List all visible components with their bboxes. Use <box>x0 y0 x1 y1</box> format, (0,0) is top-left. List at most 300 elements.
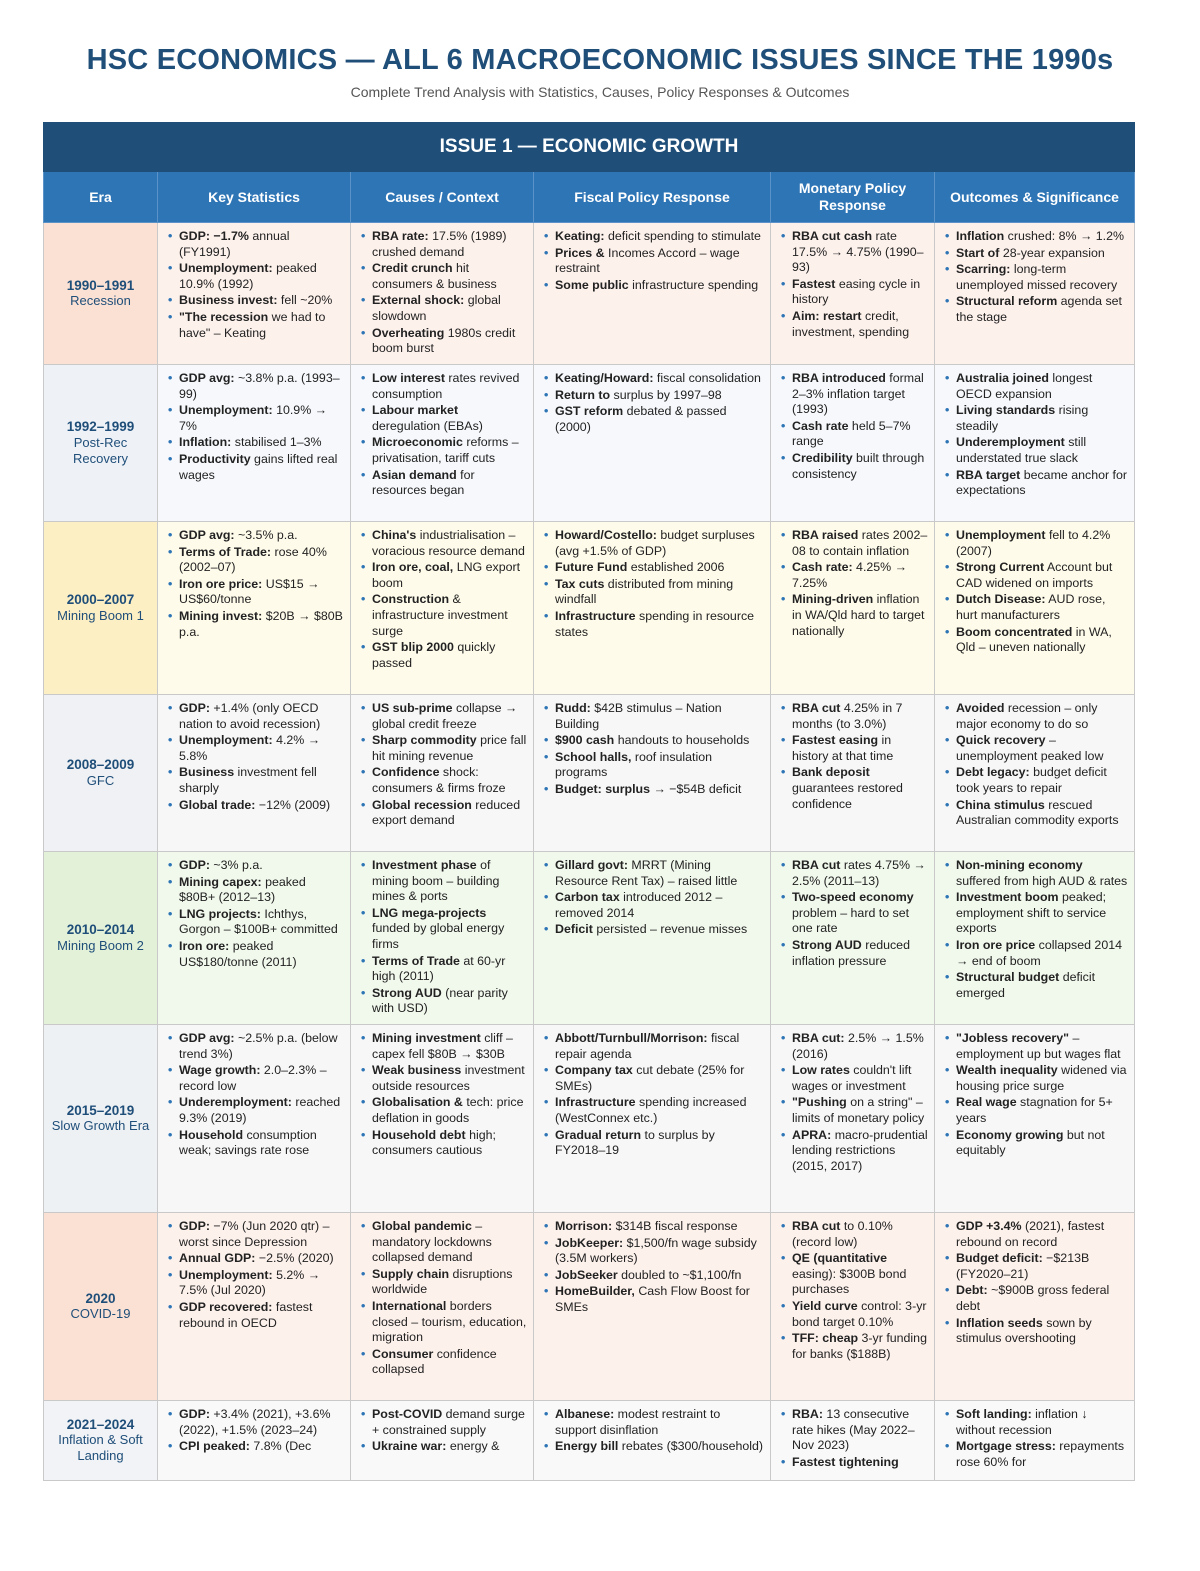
list-item <box>781 277 928 308</box>
item-text: to surplus by FY2018–19 <box>555 1127 715 1158</box>
list-item <box>781 701 928 732</box>
era-years: 2020 <box>85 1290 116 1306</box>
list-item <box>361 528 527 559</box>
item-label: Abbott/Turnbull/Morrison: <box>555 1031 708 1045</box>
item-text: Incomes Accord – wage restraint <box>555 245 740 276</box>
causes-cell <box>351 522 534 695</box>
list-item <box>781 938 928 969</box>
item-text: fiscal repair agenda <box>555 1031 740 1061</box>
item-text: global slowdown <box>372 293 501 323</box>
item-text: rose 40% (2002–07) <box>179 544 327 575</box>
item-label: "Jobless recovery" <box>956 1031 1070 1045</box>
list-item <box>945 1219 1128 1250</box>
list-item <box>945 1031 1128 1062</box>
item-label: Energy bill <box>555 1439 619 1454</box>
causes-list <box>361 528 527 671</box>
fiscal-policy-cell <box>534 1025 771 1213</box>
list-item <box>781 1095 928 1126</box>
list-item <box>168 1128 344 1159</box>
page-subtitle: Complete Trend Analysis with Statistics, Causes, Policy Responses & Outcomes <box>350 84 850 100</box>
item-label: Overheating <box>372 325 445 340</box>
list-item <box>361 1299 527 1346</box>
item-label: Fastest tightening <box>792 1454 899 1469</box>
item-label: GST reform <box>555 404 624 419</box>
key-statistics-list <box>168 1031 344 1159</box>
item-label: School halls, <box>555 749 632 764</box>
item-label: Structural reform <box>956 294 1058 309</box>
era-cell <box>44 223 158 365</box>
item-label: Post-COVID <box>372 1407 443 1421</box>
item-label: Scarring: <box>956 262 1011 277</box>
list-item <box>945 890 1128 937</box>
list-item <box>361 733 527 764</box>
item-label: China stimulus <box>956 797 1045 812</box>
key-statistics-cell <box>158 522 351 695</box>
era-years: 2008–2009 <box>66 757 135 773</box>
item-text: $314B fiscal response <box>612 1219 738 1233</box>
item-text: surplus by 1997–98 <box>610 387 722 402</box>
item-text: peaked; employment shift to service exports <box>956 890 1107 936</box>
item-text: rates 2002–08 to contain inflation <box>792 528 928 558</box>
list-item <box>544 733 764 749</box>
item-label: Infrastructure <box>555 608 636 623</box>
fiscal-policy-list <box>544 528 764 640</box>
list-item <box>361 640 527 671</box>
item-text: – employment up but wages flat <box>956 1031 1121 1061</box>
item-text: Ichthys, Gorgon – $100B+ committed <box>179 906 338 937</box>
monetary-policy-list <box>781 371 928 482</box>
list-item <box>361 592 527 639</box>
item-label: Unemployment: <box>179 1267 273 1282</box>
list-item <box>544 560 764 576</box>
item-label: Iron ore price: <box>179 576 263 591</box>
issue-title: ISSUE 1 — ECONOMIC GROWTH <box>44 123 1135 172</box>
list-item <box>781 419 928 450</box>
list-item <box>361 468 527 499</box>
item-text: 28-year expansion <box>999 245 1105 260</box>
item-label: Mining capex: <box>179 874 262 889</box>
list-item <box>168 939 344 970</box>
item-text: fell to 4.2% (2007) <box>956 528 1111 558</box>
list-item <box>781 1251 928 1298</box>
item-text: gains lifted real wages <box>179 451 338 482</box>
outcomes-list <box>945 229 1128 326</box>
item-text: reached 9.3% (2019) <box>179 1095 341 1125</box>
item-text: – mandatory lockdowns collapsed demand <box>372 1219 492 1265</box>
item-text: budget surpluses (avg +1.5% of GDP) <box>555 528 755 558</box>
list-item <box>361 1031 527 1062</box>
list-item <box>168 545 344 576</box>
table-row <box>44 1213 1135 1401</box>
item-label: GDP +3.4% <box>956 1219 1022 1233</box>
key-statistics-list <box>168 371 344 483</box>
outcomes-list <box>945 701 1128 829</box>
item-label: Cash rate: <box>792 560 853 575</box>
list-item <box>168 310 344 341</box>
table-row <box>44 223 1135 365</box>
item-text: we had to have" – Keating <box>179 309 326 340</box>
list-item <box>361 906 527 953</box>
item-label: RBA cut <box>792 858 841 872</box>
list-item <box>945 435 1128 466</box>
item-text: AUD rose, hurt manufacturers <box>956 592 1106 622</box>
era-cell <box>44 1401 158 1481</box>
causes-list <box>361 1219 527 1378</box>
item-text: MRRT (Mining Resource Rent Tax) – raised little <box>555 858 738 888</box>
item-label: Supply chain <box>372 1266 450 1281</box>
list-item <box>544 371 764 387</box>
item-label: Household <box>179 1127 244 1142</box>
item-label: Debt: <box>956 1283 988 1298</box>
list-item <box>544 1439 764 1455</box>
item-label: Confidence <box>372 765 440 780</box>
item-text: – unemployment peaked low <box>956 733 1104 763</box>
era-cell <box>44 695 158 852</box>
outcomes-cell <box>935 522 1135 695</box>
list-item <box>945 1283 1128 1314</box>
causes-list <box>361 371 527 499</box>
table-row <box>44 522 1135 695</box>
causes-cell <box>351 223 534 365</box>
list-item <box>781 1063 928 1094</box>
item-text: tech: price deflation in goods <box>372 1095 524 1125</box>
item-label: External shock: <box>372 293 465 308</box>
list-item <box>544 1031 764 1062</box>
item-label: $900 cash <box>555 733 615 748</box>
list-item <box>168 528 344 544</box>
item-label: Globalisation & <box>372 1095 463 1110</box>
item-label: Credibility <box>792 450 853 465</box>
item-text: annual (FY1991) <box>179 229 290 259</box>
list-item <box>168 1251 344 1267</box>
item-text: 1980s credit boom burst <box>372 325 516 356</box>
table-body <box>44 223 1135 1481</box>
item-label: Gillard govt: <box>555 858 628 872</box>
item-text: budget deficit took years to repair <box>956 765 1107 795</box>
list-item <box>361 1407 527 1438</box>
item-text: 4.25% in 7 months (to 3.0%) <box>792 701 903 731</box>
monetary-policy-list <box>781 1407 928 1470</box>
item-label: Underemployment <box>956 435 1065 450</box>
item-text: ~3.8% p.a. (1993–99) <box>179 371 340 401</box>
item-label: Iron ore price <box>956 937 1036 952</box>
item-label: Inflation seeds <box>956 1315 1043 1330</box>
item-text: easing): $300B bond purchases <box>792 1266 907 1297</box>
list-item <box>781 765 928 812</box>
monetary-policy-list <box>781 1219 928 1362</box>
item-label: QE (quantitative <box>792 1251 888 1266</box>
key-statistics-cell <box>158 1025 351 1213</box>
list-item <box>781 592 928 639</box>
item-text: hit consumers & business <box>372 261 497 291</box>
list-item <box>168 701 344 732</box>
causes-list <box>361 858 527 1017</box>
list-item <box>544 1407 764 1438</box>
list-item <box>544 750 764 781</box>
list-item <box>361 293 527 324</box>
fiscal-policy-list <box>544 371 764 435</box>
monetary-policy-cell <box>771 1025 935 1213</box>
item-text: (near parity with USD) <box>372 985 508 1016</box>
item-label: Bank deposit <box>792 765 870 780</box>
item-text: peaked $80B+ (2012–13) <box>179 874 306 905</box>
item-label: Asian demand <box>372 467 457 482</box>
item-label: APRA: <box>792 1127 832 1142</box>
list-item <box>361 1347 527 1378</box>
list-item <box>945 733 1128 764</box>
list-item <box>945 1439 1128 1470</box>
causes-list <box>361 701 527 829</box>
key-statistics-cell <box>158 1213 351 1401</box>
list-item <box>361 371 527 402</box>
item-text: disruptions worldwide <box>372 1266 513 1297</box>
monetary-policy-list <box>781 858 928 969</box>
item-label: Rudd: <box>555 701 591 715</box>
item-label: Infrastructure <box>555 1095 636 1110</box>
list-item <box>945 468 1128 499</box>
item-label: Wage growth: <box>179 1063 261 1078</box>
item-label: "The recession <box>179 309 269 324</box>
monetary-policy-cell <box>771 695 935 852</box>
item-label: RBA cut cash <box>792 229 873 243</box>
list-item <box>168 798 344 814</box>
list-item <box>168 875 344 906</box>
item-label: JobKeeper: <box>555 1235 624 1250</box>
list-item <box>781 451 928 482</box>
item-label: GDP: −1.7% <box>179 229 249 243</box>
fiscal-policy-cell <box>534 365 771 522</box>
item-text: peaked US$180/tonne (2011) <box>179 938 297 969</box>
era-label: GFC <box>86 772 115 788</box>
item-text: collapsed 2014 → end of boom <box>956 937 1122 968</box>
item-text: widened via housing price surge <box>956 1063 1127 1093</box>
key-statistics-list <box>168 1219 344 1331</box>
item-text: rate 17.5% → 4.75% (1990–93) <box>792 229 924 275</box>
key-statistics-list <box>168 858 344 970</box>
item-label: Microeconomic <box>372 435 463 450</box>
list-item <box>945 403 1128 434</box>
item-label: Two-speed economy <box>792 890 914 905</box>
fiscal-policy-list <box>544 1407 764 1455</box>
list-item <box>781 1128 928 1175</box>
item-text: −2.5% (2020) <box>255 1251 334 1266</box>
list-item <box>945 858 1128 889</box>
era-label: Mining Boom 2 <box>57 937 144 953</box>
item-label: Unemployment: <box>179 403 273 418</box>
item-text: industrialisation – voracious resource demand <box>372 528 525 558</box>
item-label: Debt legacy: <box>956 765 1030 780</box>
list-item <box>544 782 764 798</box>
item-text: inflation ↓ without recession <box>956 1407 1088 1437</box>
item-label: Fastest easing <box>792 733 879 748</box>
item-label: Mining-driven <box>792 592 874 607</box>
item-label: Keating: <box>555 229 605 243</box>
item-text: built through consistency <box>792 450 925 481</box>
item-text: roof insulation programs <box>555 749 713 780</box>
list-item <box>781 858 928 889</box>
item-label: Strong AUD <box>372 985 442 1000</box>
list-item <box>781 1031 928 1062</box>
item-text: ~$900B gross federal debt <box>956 1283 1110 1313</box>
item-label: Global pandemic <box>372 1219 472 1233</box>
list-item <box>361 229 527 260</box>
list-item <box>168 609 344 640</box>
item-label: International <box>372 1298 447 1313</box>
list-item <box>168 577 344 608</box>
causes-list <box>361 229 527 357</box>
list-item <box>781 309 928 340</box>
list-item <box>544 1236 764 1267</box>
era-label: Inflation & Soft Landing <box>58 1432 143 1464</box>
outcomes-cell <box>935 695 1135 852</box>
outcomes-cell <box>935 852 1135 1025</box>
fiscal-policy-cell <box>534 1213 771 1401</box>
item-text: (2021), fastest rebound on record <box>956 1219 1105 1249</box>
item-text: quickly passed <box>372 640 496 670</box>
list-item <box>544 609 764 640</box>
item-text: easing cycle in history <box>792 276 921 307</box>
item-label: Household debt <box>372 1127 466 1142</box>
item-label: Dutch Disease: <box>956 592 1046 607</box>
item-text: spending in resource states <box>555 608 755 639</box>
item-label: Albanese: <box>555 1407 615 1421</box>
item-text: 5.2% → 7.5% (Jul 2020) <box>179 1267 321 1298</box>
list-item <box>781 890 928 937</box>
fiscal-policy-list <box>544 701 764 798</box>
fiscal-policy-list <box>544 229 764 293</box>
list-item <box>945 371 1128 402</box>
column-header-era: Era <box>44 172 158 223</box>
list-item <box>945 1316 1128 1347</box>
item-text: fiscal consolidation <box>653 371 761 385</box>
item-label: Yield curve <box>792 1298 858 1313</box>
list-item <box>168 229 344 260</box>
item-label: Soft landing: <box>956 1407 1032 1421</box>
list-item <box>945 528 1128 559</box>
item-text: infrastructure spending <box>628 277 759 292</box>
outcomes-cell <box>935 365 1135 522</box>
item-text: deregulation (EBAs) <box>372 418 483 433</box>
item-label: RBA cut: <box>792 1031 845 1045</box>
item-label: GDP avg: <box>179 371 235 385</box>
era-cell <box>44 365 158 522</box>
item-text: macro-prudential lending restrictions (2015, 2017) <box>792 1127 928 1173</box>
list-item <box>945 294 1128 325</box>
outcomes-list <box>945 528 1128 656</box>
item-text: couldn't lift wages or investment <box>792 1063 912 1093</box>
era-label: Recession <box>70 293 131 309</box>
item-text: handouts to households <box>614 733 750 748</box>
item-text: & infrastructure investment surge <box>372 592 508 638</box>
item-text: fastest rebound in OECD <box>179 1299 313 1330</box>
list-item <box>781 229 928 276</box>
item-text: still understated true slack <box>956 435 1087 465</box>
item-label: Ukraine war: <box>372 1439 447 1454</box>
item-text: of mining boom – building mines & ports <box>372 858 500 904</box>
list-item <box>945 1095 1128 1126</box>
item-text: ~3% p.a. <box>209 858 263 872</box>
item-label: Inflation <box>956 229 1005 243</box>
item-text: 2.5% → 1.5% (2016) <box>792 1031 924 1061</box>
list-item <box>781 1455 928 1471</box>
item-label: Fastest <box>792 276 836 291</box>
item-text: LNG export boom <box>372 560 521 590</box>
list-item <box>361 435 527 466</box>
item-text: problem – hard to set one rate <box>792 905 910 936</box>
key-statistics-cell <box>158 1401 351 1481</box>
item-label: Iron ore: <box>179 938 230 953</box>
causes-cell <box>351 852 534 1025</box>
page-title: HSC ECONOMICS — ALL 6 MACROECONOMIC ISSUES SINCE THE 1990s <box>86 44 1114 76</box>
item-label: Business <box>179 765 235 780</box>
item-label: GDP avg: <box>179 1031 235 1045</box>
item-label: RBA cut <box>792 701 841 715</box>
monetary-policy-list <box>781 701 928 812</box>
item-label: Unemployment: <box>179 261 273 276</box>
item-text: crushed: 8% → 1.2% <box>1004 229 1125 243</box>
item-text: to 0.10% (record low) <box>792 1219 893 1249</box>
item-label: Economy growing <box>956 1127 1064 1142</box>
list-item <box>781 371 928 418</box>
item-label: GDP: <box>179 1219 210 1233</box>
item-label: Weak business <box>372 1063 462 1078</box>
item-text: debated & passed (2000) <box>555 404 727 434</box>
item-text: ~3.5% p.a. <box>234 528 298 542</box>
list-item <box>168 261 344 292</box>
monetary-policy-cell <box>771 1401 935 1481</box>
key-statistics-cell <box>158 852 351 1025</box>
item-text: 10.9% → 7% <box>179 403 328 433</box>
column-header-monetary-policy: Monetary Policy Response <box>771 172 935 223</box>
item-label: Return to <box>555 387 611 402</box>
item-text: US$15 → US$60/tonne <box>179 576 320 607</box>
item-label: TFF: cheap <box>792 1331 859 1346</box>
item-text: 7.8% (Dec <box>249 1439 312 1454</box>
era-label: Slow Growth Era <box>51 1118 150 1134</box>
item-text: suffered from high AUD & rates <box>956 873 1128 888</box>
item-text: fell ~20% <box>277 293 333 308</box>
column-header-outcomes: Outcomes & Significance <box>935 172 1135 223</box>
item-text: introduced 2012 – removed 2014 <box>555 890 723 920</box>
list-item <box>781 1299 928 1330</box>
era-label: Post-Rec Recovery <box>73 434 128 466</box>
item-label: Global recession <box>372 797 472 812</box>
item-label: Labour market <box>372 403 459 418</box>
item-label: China's <box>372 528 417 542</box>
list-item <box>168 1031 344 1062</box>
item-label: Productivity <box>179 451 251 466</box>
list-item <box>361 765 527 796</box>
item-text: agenda set the stage <box>956 294 1122 324</box>
item-label: GDP: <box>179 1407 210 1421</box>
item-text: rates revived consumption <box>372 371 520 401</box>
item-text: price fall hit mining revenue <box>372 733 527 763</box>
era-years: 1990–1991 <box>66 277 135 293</box>
list-item <box>544 278 764 294</box>
item-label: Future Fund <box>555 560 628 575</box>
item-text: inflation in WA/Qld hard to target nationally <box>792 592 925 638</box>
outcomes-cell <box>935 1025 1135 1213</box>
era-cell <box>44 1025 158 1213</box>
list-item <box>544 1219 764 1235</box>
item-label: JobSeeker <box>555 1267 618 1282</box>
item-text: in WA, Qld – uneven nationally <box>956 624 1112 655</box>
item-text: −$213B (FY2020–21) <box>956 1251 1090 1281</box>
item-text: guarantees restored confidence <box>792 780 903 811</box>
fiscal-policy-cell <box>534 522 771 695</box>
item-label: LNG projects: <box>179 906 261 921</box>
era-years: 2015–2019 <box>66 1102 135 1118</box>
